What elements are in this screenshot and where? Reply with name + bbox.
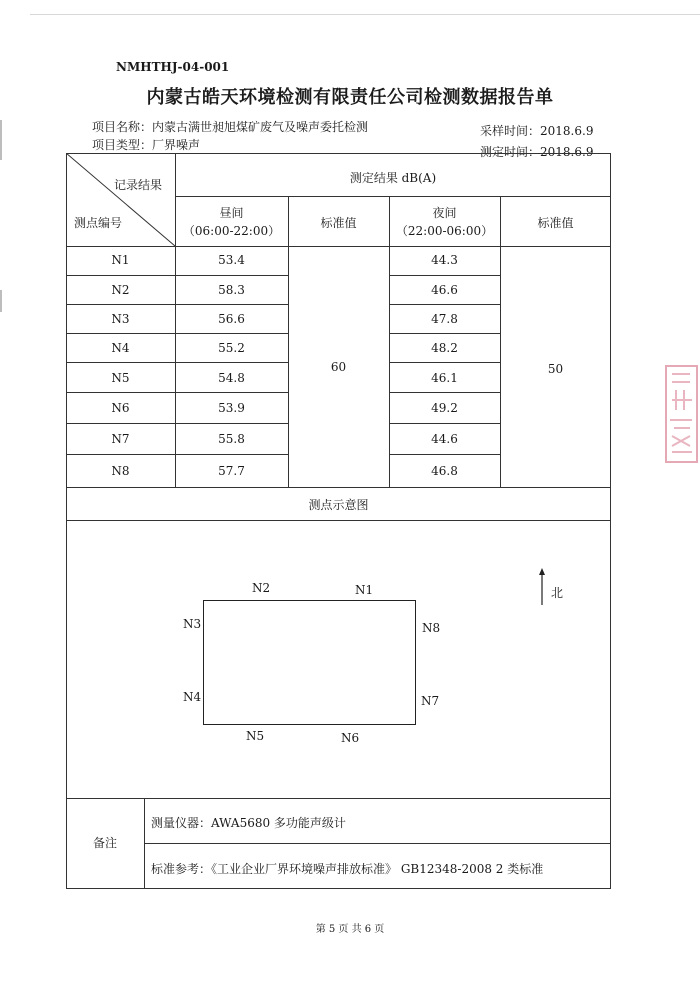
document-code: NMHTHJ-04-001 xyxy=(116,60,230,74)
notes-label: 备注 xyxy=(92,836,117,850)
diagram-point-label: N5 xyxy=(246,729,265,743)
table-divider xyxy=(175,196,611,197)
table-divider xyxy=(389,454,500,455)
table-divider xyxy=(389,392,500,393)
north-label: 北 xyxy=(551,586,564,600)
diagram-point-label: N1 xyxy=(355,583,374,597)
table-row-night-value: 47.8 xyxy=(431,312,458,326)
table-row-day-value: 53.4 xyxy=(218,253,245,267)
night-period: （22:00-06:00） xyxy=(395,224,494,238)
project-type-line xyxy=(92,136,200,153)
table-divider xyxy=(500,196,501,487)
table-divider xyxy=(66,454,288,455)
header-diagonal-line xyxy=(66,153,176,247)
table-row-point: N8 xyxy=(111,464,130,478)
night-header: 夜间 xyxy=(432,206,457,220)
diagram-point-label: N8 xyxy=(422,621,441,635)
table-divider xyxy=(389,423,500,424)
table-row-day-value: 55.2 xyxy=(218,341,245,355)
day-standard-value: 60 xyxy=(330,360,347,374)
day-period: （06:00-22:00） xyxy=(182,224,281,238)
table-row-day-value: 54.8 xyxy=(218,371,245,385)
table-row-point: N6 xyxy=(111,401,130,415)
table-row-day-value: 58.3 xyxy=(218,283,245,297)
table-row-night-value: 44.3 xyxy=(431,253,458,267)
table-divider xyxy=(66,520,611,521)
test-time-value: 2018.6.9 xyxy=(540,145,594,159)
table-divider xyxy=(389,304,500,305)
table-row-day-value: 53.9 xyxy=(218,401,245,415)
table-row-night-value: 46.8 xyxy=(431,464,458,478)
table-row-night-value: 48.2 xyxy=(431,341,458,355)
project-name-line xyxy=(92,118,368,135)
table-row-night-value: 44.6 xyxy=(431,432,458,446)
day-standard-header: 标准值 xyxy=(320,216,357,230)
sample-time-label: 采样时间： xyxy=(480,124,541,138)
site-boundary-rect xyxy=(203,600,416,725)
project-name-value: 内蒙古满世昶旭煤矿废气及噪声委托检测 xyxy=(152,120,369,134)
project-name-label: 项目名称： xyxy=(92,120,153,134)
table-divider xyxy=(66,423,288,424)
table-divider xyxy=(389,362,500,363)
day-header: 昼间 xyxy=(219,206,244,220)
table-divider xyxy=(66,487,611,488)
table-row-point: N1 xyxy=(111,253,130,267)
table-divider xyxy=(66,362,288,363)
diagram-point-label: N6 xyxy=(341,731,360,745)
table-row-night-value: 46.1 xyxy=(431,371,458,385)
table-row-point: N5 xyxy=(111,371,130,385)
table-row-point: N4 xyxy=(111,341,130,355)
table-divider xyxy=(66,304,288,305)
corner-label-point: 测点编号 xyxy=(74,216,123,230)
seal-stamp-fragment xyxy=(664,364,698,464)
sample-time-value: 2018.6.9 xyxy=(540,124,594,138)
instrument-line: 测量仪器：AWA5680 多功能声级计 xyxy=(151,816,346,830)
diagram-title: 测点示意图 xyxy=(308,498,369,512)
diagram-point-label: N4 xyxy=(183,690,202,704)
result-header: 测定结果 dB(A) xyxy=(349,171,437,185)
diagram-point-label: N3 xyxy=(183,617,202,631)
table-row-point: N7 xyxy=(111,432,130,446)
night-standard-value: 50 xyxy=(547,362,564,376)
table-row-night-value: 46.6 xyxy=(431,283,458,297)
table-row-day-value: 55.8 xyxy=(218,432,245,446)
project-type-value: 厂界噪声 xyxy=(152,138,201,152)
scan-edge-mark xyxy=(0,120,2,160)
diagram-point-label: N2 xyxy=(252,581,271,595)
north-arrow-icon xyxy=(539,568,547,606)
table-divider xyxy=(66,392,288,393)
table-row-day-value: 57.7 xyxy=(218,464,245,478)
table-divider xyxy=(144,843,611,844)
test-time-label: 测定时间： xyxy=(480,145,541,159)
table-row-point: N2 xyxy=(111,283,130,297)
table-divider xyxy=(389,333,500,334)
sample-time-line xyxy=(480,122,593,139)
project-type-label: 项目类型： xyxy=(92,138,153,152)
table-divider xyxy=(66,798,611,799)
corner-label-result: 记录结果 xyxy=(114,178,163,192)
report-title: 内蒙古皓天环境检测有限责任公司检测数据报告单 xyxy=(146,87,554,108)
table-row-point: N3 xyxy=(111,312,130,326)
table-row-day-value: 56.6 xyxy=(218,312,245,326)
table-divider xyxy=(389,275,500,276)
standard-reference-line: 标准参考：《工业企业厂界环境噪声排放标准》 GB12348-2008 2 类标准 xyxy=(151,862,544,876)
table-divider xyxy=(288,196,289,487)
scan-edge-line xyxy=(30,14,700,15)
scan-edge-mark xyxy=(0,290,2,312)
table-divider xyxy=(144,798,145,889)
night-standard-header: 标准值 xyxy=(537,216,574,230)
page-number: 第 5 页 共 6 页 xyxy=(315,924,385,935)
diagram-point-label: N7 xyxy=(421,694,440,708)
table-row-night-value: 49.2 xyxy=(431,401,458,415)
table-divider xyxy=(66,333,288,334)
table-divider xyxy=(66,275,288,276)
